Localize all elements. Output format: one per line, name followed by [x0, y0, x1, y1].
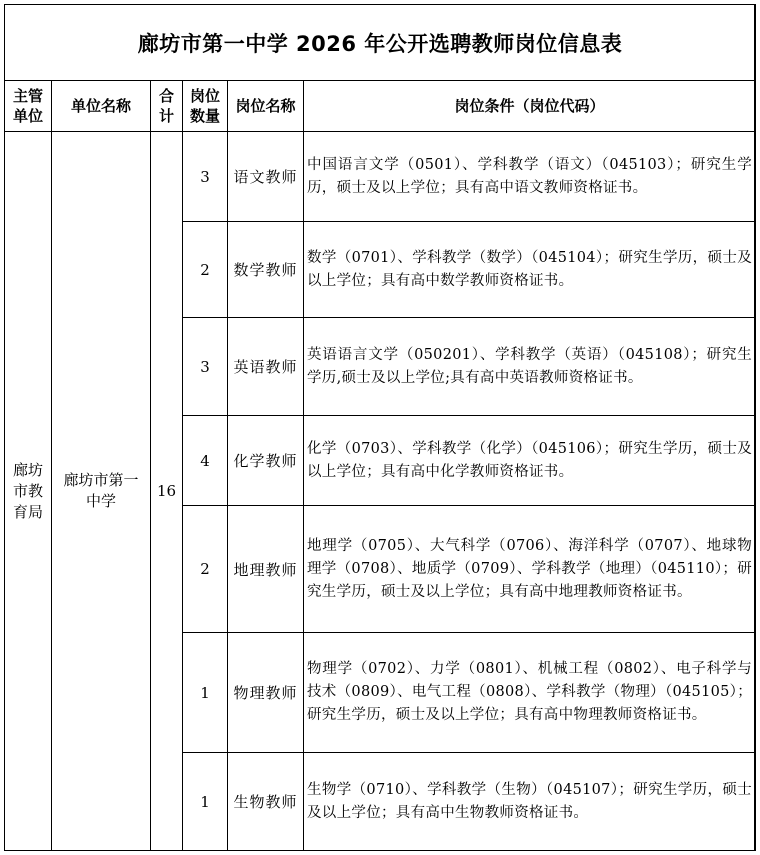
count-cell: 4 — [183, 416, 228, 506]
position-cell: 化学教师 — [228, 416, 304, 506]
count-cell: 1 — [183, 633, 228, 753]
count-cell: 2 — [183, 506, 228, 633]
total-cell: 16 — [151, 132, 183, 851]
conditions-cell: 化学（0703）、学科教学（化学）（045106）；研究生学历，硕士及以上学位；具有高中化学教师资格证书。 — [304, 416, 756, 506]
position-cell: 语文教师 — [228, 132, 304, 222]
position-cell: 物理教师 — [228, 633, 304, 753]
conditions-cell: 生物学（0710）、学科教学（生物）（045107）；研究生学历，硕士及以上学位；具有高中生物教师资格证书。 — [304, 753, 756, 851]
dept-cell — [5, 132, 52, 851]
header-count — [183, 81, 228, 132]
unit-label: 廊坊市第一中学 — [63, 471, 139, 510]
count-cell: 3 — [183, 132, 228, 222]
table-title: 廊坊市第一中学 2026 年公开选聘教师岗位信息表 — [5, 5, 756, 81]
conditions-cell: 英语语言文学（050201）、学科教学（英语）（045108）；研究生学历,硕士及以上学位;具有高中英语教师资格证书。 — [304, 318, 756, 416]
conditions-cell: 地理学（0705）、大气科学（0706）、海洋科学（0707）、地球物理学（0708）、地质学（0709）、学科教学（地理）（045110）；研究生学历，硕士及以上学位；具有高中地理教师资格证书。 — [304, 506, 756, 633]
header-total — [151, 81, 183, 132]
header-position: 岗位名称 — [228, 81, 304, 132]
header-conditions: 岗位条件（岗位代码） — [304, 81, 756, 132]
position-cell: 英语教师 — [228, 318, 304, 416]
header-total-label: 合计 — [158, 87, 174, 125]
header-unit: 单位名称 — [52, 81, 151, 132]
count-cell: 2 — [183, 222, 228, 318]
unit-cell — [52, 132, 151, 851]
header-count-label: 岗位数量 — [189, 87, 220, 125]
position-cell: 数学教师 — [228, 222, 304, 318]
header-dept — [5, 81, 52, 132]
header-dept-label: 主管单位 — [12, 87, 43, 125]
count-cell: 1 — [183, 753, 228, 851]
recruitment-table — [4, 4, 756, 851]
position-cell: 生物教师 — [228, 753, 304, 851]
conditions-cell: 数学（0701）、学科教学（数学）（045104）；研究生学历，硕士及以上学位；具有高中数学教师资格证书。 — [304, 222, 756, 318]
dept-label: 廊坊市教育局 — [12, 460, 43, 521]
conditions-cell: 物理学（0702）、力学（0801）、机械工程（0802）、电子科学与技术（0809）、电气工程（0808）、学科教学（物理）（045105）；研究生学历，硕士及以上学位；具有高中物理教师资格证书。 — [304, 633, 756, 753]
conditions-cell: 中国语言文学（0501）、学科教学（语文）（045103）；研究生学历，硕士及以上学位；具有高中语文教师资格证书。 — [304, 132, 756, 222]
count-cell: 3 — [183, 318, 228, 416]
table-row — [5, 132, 756, 222]
position-cell: 地理教师 — [228, 506, 304, 633]
